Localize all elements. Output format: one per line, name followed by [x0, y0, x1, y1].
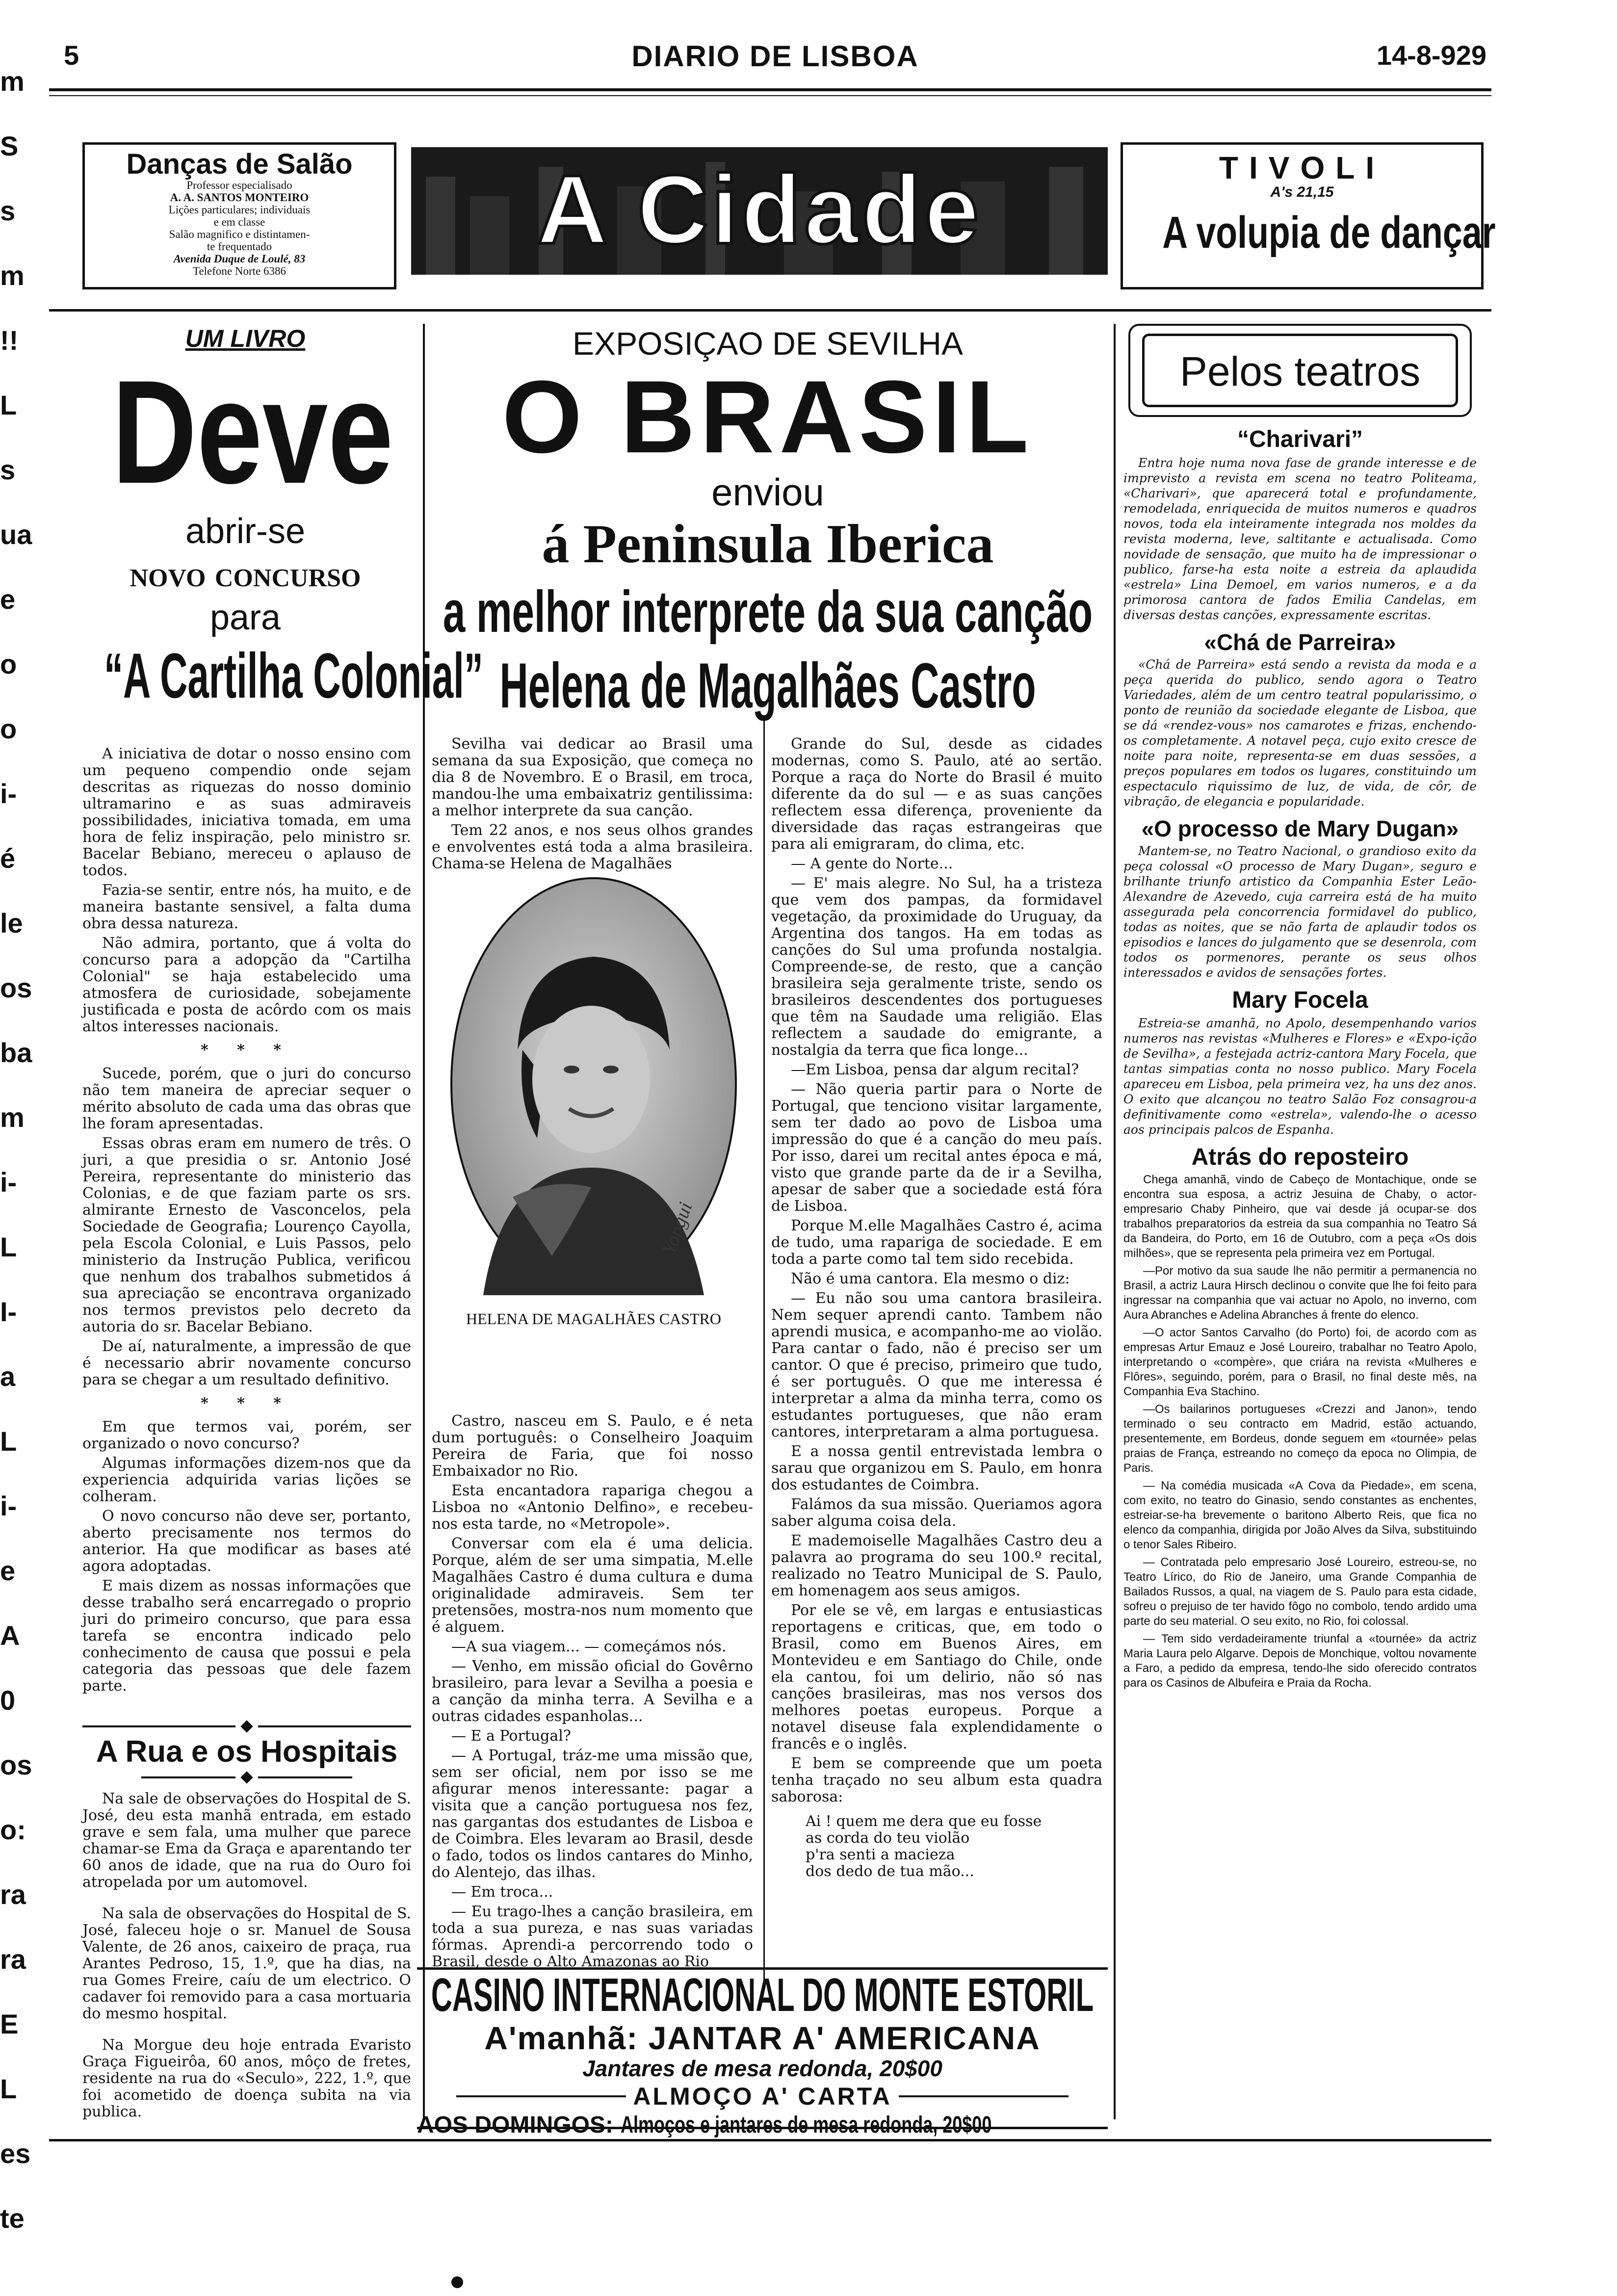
- cha-parreira-section: «Chá de Parreira» «Chá de Parreira» está sendo a revista da moda e a peça querida do publico, sendo agora o Teatro Variedades, além de um centro teatral popularissimo, o ponto de reunião da sociedade elegante de Lisboa, que se dá «rendez-vous» nos camarotes e frizas, enchendo-os completamente. A notavel peça, cujo exito cresce de noite para noite, representa-se em duas sessões, a preços populares em todos os lugares, constituindo um espectaculo riquissimo de luz, de vida, de côr, de vibração, de elegancia e popularidade.: [1123, 629, 1477, 809]
- bottom-rule: [49, 2139, 1491, 2141]
- casino-line1: A'manhã: JANTAR A' AMERICANA: [484, 2020, 1041, 2056]
- left-sub3: para: [209, 598, 281, 637]
- left-sub1: abrir-se: [185, 512, 306, 551]
- mary-focela-section: Mary Focela Estreia-se amanhã, no Apolo, desempenhando varios numeros nas revistas «Mulheres e Flores» e «Expo-ição de Sevilha», a festejada actriz-cantora Mary Focela, que tantas simpatias conta no nosso publico. Mary Focela apareceu em Lisboa, pela primeira vez, ha uns dez anos. O exito que alcançou no teatro Salão Foz consagrou-a definitivamente como «estrela», valendo-lhe o acesso aos principais palcos de Espanha.: [1123, 987, 1477, 1137]
- center-col1-bottom: Castro, nasceu em S. Paulo, e é neta dum português: o Conselheiro Joaquim Pereira de Faria, que foi nosso Embaixador no Rio. Esta encantadora rapariga chegou a Lisboa no «Antonio Delfino», e recebeu-nos esta tarde, no «Metropole». Conversar com ela é uma delicia. Porque, além de ser uma simpatia, M.elle Magalhães Castro é duma cultura e duma originalidade admiraveis. Sem ter pretensões, mostra-nos num momento que é alguem. —A sua viagem... — começámos nós. — Venho, em missão oficial do Govêrno brasileiro, para levar a Sevilha a poesia e a canção da minha terra. A Sevilha e a outras cidades espanholas... — E a Portugal? — A Portugal, tráz-me uma missão que, sem ser oficial, nem por isso se me afigurar menos interessante: pagar a visita que a canção portuguesa nos fez, nas gargantas dos estudantes de Lisboa e de Coimbra. Eles levaram ao Brasil, desde o fado, todos os lindos cantares do Minho, do Alentejo, das ilhas. — Em troca... — Eu trago-lhes a canção brasileira, em toda a sua pureza, e nas suas variadas fórmas. Aprendi-a percorrendo todo o Brasil, desde o Alto Amazonas ao Rio: [432, 1412, 753, 1970]
- masthead-title: A Cidade: [537, 155, 982, 264]
- left-sub4: “A Cartilha Colonial”: [104, 640, 483, 711]
- left-body: A iniciativa de dotar o nosso ensino com um pequeno compendio onde sejam descritas as riquezas do nosso dominio ultramarino e as suas admiraveis possibilidades, iniciativa tomada, em uma hora de feliz inspiração, pelo ministro sr. Bacelar Bebiano, mereceu o aplauso de todos. Fazia-se sentir, entre nós, ha muito, e de maneira bastante sensivel, a falta duma obra dessa natureza. Não admira, portanto, que á volta do concurso para a adopção da "Cartilha Colonial" se haja estabelecido uma atmosfera de curiosidade, sobejamente justificada e posta de acôrdo com os mais altos interesses nacionais. * * * Sucede, porém, que o juri do concurso não tem maneira de apreciar sequer o mérito absoluto de cada uma das obras que lhe foram apresentadas. Essas obras eram em numero de três. O juri, a que presidia o sr. Antonio José Pereira, representante do ministerio das Colonias, e de que faziam parte os srs. almirante Ernesto de Vasconcelos, pela Sociedade de Geografia; Lourenço Cayolla, pela Escola Colonial, e Luis Passos, pelo ministerio da Instrução Publica, verificou que nenhum dos trabalhos submetidos á sua apreciação se encontrava organizado nos termos previstos pelo decreto da autoria do sr. Bacelar Bebiano. De aí, naturalmente, a impressão de que é necessario abrir novamente concurso para se chegar a um resultado definitivo. * * * Em que termos vai, porém, ser organizado o novo concurso? Algumas informações dizem-nos que da experiencia adquirida varias lições se colheram. O novo concurso não deve ser, portanto, aberto precisamente nos termos do anterior. Ha que modificar as bases até agora adoptadas. E mais dizem as nossas informações que desse trabalho será encarregado o proprio juri do primeiro concurso, que para essa tarefa se encontra indicado pelo conhecimento de causa que possui e pela categoria das pessoas que dele fazem parte.: [82, 745, 411, 1695]
- edge-fragments: m S s m !! L s ua e o o i- é le os ba m i- L I- a L i- e A 0 os o: ra ra E L es te: [0, 66, 32, 2234]
- center-kicker: EXPOSIÇAO DE SEVILHA: [573, 325, 963, 362]
- divider-left: [423, 324, 425, 2119]
- divider-right: [1114, 324, 1116, 2119]
- page-number: 5: [64, 40, 79, 71]
- left-article: [78, 324, 483, 712]
- page-header: [64, 35, 1487, 75]
- casino-line4-rest: Almoços e jantares de mesa redonda, 20$00: [621, 2112, 992, 2138]
- header-rule: [49, 88, 1491, 91]
- pelos-teatros-title: Pelos teatros: [1179, 348, 1421, 394]
- masthead-rule: [49, 309, 1491, 312]
- newspaper-name: DIARIO DE LISBOA: [631, 40, 919, 73]
- ad-dancas-title: Danças de Salão: [126, 148, 353, 180]
- photo-caption: HELENA DE MAGALHÃES CASTRO: [466, 1310, 721, 1328]
- right-column: [1123, 324, 1477, 1694]
- casino-line3: ALMOÇO A' CARTA: [633, 2083, 892, 2110]
- reposteiro-section: Atrás do reposteiro Chega amanhã, vindo de Cabeço de Montachique, onde se encontra sua esposa, a actriz Jesuina de Chaby, o actor-empresario Chaby Pinheiro, que vai desde já ocupar-se dos trabalhos preparatorios da estreia da sua companhia no Teatro Sá da Bandeira, do Porto, em 16 de Outubro, com a peça «Os dois milhões», que se representa pela primeira vez em Portugal. —Por motivo da sua saude lhe não permitir a permanencia no Brasil, a actriz Laura Hirsch declinou o convite que lhe foi feito para ingressar na companhia que vai actuar no Apolo, no inverno, com Aura Abranches e Adelina Abranches á frente do elenco. —O actor Santos Carvalho (do Porto) foi, de acordo com as empresas Artur Emauz e José Loureiro, trabalhar no Teatro Apolo, interpretando o «compère», que criára na revista «Mulheres e Flôres», seguindo, porém, para o Brasil, no final deste mês, na Companhia Eva Stachino. —Os bailarinos portugueses «Crezzi and Janon», tendo terminado o seu contracto em Madrid, estão actuando, presentemente, em Bordeus, donde seguem em «tournée» pelas praias de França, estreando no começo da epoca no Olimpia, de Paris. — Na comédia musicada «A Cova da Piedade», em scena, com exito, no teatro do Ginasio, sendo constantes as enchentes, estreiar-se-ha brevemente o baritono Alberto Reis, que fica no elenco da companhia, dirigida por João Alves da Silva, substituindo o tenor Sales Ribeiro. — Contratada pelo empresario José Loureiro, estreou-se, no Teatro Lírico, do Rio de Janeiro, uma Grande Companhia de Bailados Russos, a qual, na viagem de S. Paulo para esta cidade, sofreu o prejuiso de ter havido fôgo no combolo, tendo ardido uma parte do seu material. O seu exito, no Rio, foi colossal. — Tem sido verdadeiramente triunfal a «tournée» da actriz Maria Laura pelo Algarve. Depois de Monchique, voltou novamente a Faro, a pedido da empresa, tendo-lhe sido oferecido contratos para os Casinos de Albufeira e Praia da Rocha.: [1123, 1144, 1477, 1690]
- print-mark-icon: [451, 2276, 463, 2288]
- photo-signature: Yopgui: [657, 1199, 697, 1257]
- masthead: [411, 147, 1108, 275]
- ad-dancas: Danças de Salão Professor especialisado A. A. SANTOS MONTEIRO Lições particulares; individuais e em classe Salão magnifico e distintamen- te frequentado Avenida Duque de Loulé, 83 Telefone Norte 6386: [82, 142, 396, 289]
- casino-line2: Jantares de mesa redonda, 20$00: [582, 2056, 942, 2081]
- ad-casino: [417, 1967, 1108, 2138]
- center-col2: Grande do Sul, desde as cidades modernas, como S. Paulo, até ao sertão. Porque a raça do Norte do Brasil é muito diferente da do sul — e as suas canções reflectem essa diferença, proveniente da diversidade das raças estrangeiras que para ali emigraram, do clima, etc. — A gente do Norte... — E' mais alegre. No Sul, ha a tristeza que vem dos pampas, da formidavel vegetação, da proximidade do Uruguay, da Argentina dos tangos. Ha em todas as canções do Sul uma profunda nostalgia. Compreende-se, de resto, que a canção brasileira seja geralmente triste, sendo os brasileiros descendentes dos portugueses que têm na Saudade uma religião. Elas reflectem a saudade do emigrante, a nostalgia da terra que fica longe... —Em Lisboa, pensa dar algum recital? — Não queria partir para o Norte de Portugal, que tenciono visitar largamente, sem ter dado ao povo de Lisboa uma impressão do que é a canção do meu país. Por isso, darei um recital antes época e má, visto que grande parte da de ir a Sevilha, apesar de saber que a sociedade está fóra de Lisboa. Porque M.elle Magalhães Castro é, acima de tudo, uma rapariga de sociedade. E em toda a parte como tal tem sido recebida. Não é uma cantora. Ela mesmo o diz: — Eu não sou uma cantora brasileira. Nem sequer aprendi canto. Tambem não aprendi musica, e acompanho-me ao violão. Para cantar o fado, não é preciso ser um cantor. O que é preciso, primeiro que tudo, é ser português. O que me interessa é interpretar a alma da minha terra, como os estudantes portugueses, que não eram cantores, interpretaram a alma portuguesa. E a nossa gentil entrevistada lembra o sarau que organizou em S. Paulo, em honra dos estudantes de Coimbra. Falámos da sua missão. Queriamos agora saber alguma coisa dela. E mademoiselle Magalhães Castro deu a palavra ao programa do seu 100.º recital, realizado no Teatro Municipal de S. Paulo, em homenagem aos seus amigos. Por ele se vê, em largas e entusiasticas reportagens e criticas, que, em todo o Brasil, como em Buenos Aires, em Montevideu e em Santiago do Chile, onde ela cantou, foi um delirio, não só nas canções brasileiras, mas nos versos dos melhores poetas europeus. Porque a notavel diseuse fala explendidamente o francês e o inglês. E bem se compreende que um poeta tenha traçado no seu album esta quadra saborosa: Ai ! quem me dera que eu fosse as corda do teu violão p'ra senti a macieza dos dedo de tua mão...: [771, 735, 1102, 1880]
- tivoli-name: TIVOLI: [1219, 150, 1385, 185]
- left-headline: Deve: [112, 349, 393, 514]
- center-headline: O BRASIL: [502, 359, 1034, 474]
- pelos-teatros-banner: [1128, 324, 1472, 417]
- rua-section: A Rua e os Hospitais Na sale de observações do Hospital de S. José, deu esta manhã entrada, em estado grave e sem fala, uma mulher que parece chamar-se Ema da Graça e aparentando ter 60 anos de idade, que na rua do Ouro foi atropelada por um automovel. Na sala de observações do Hospital de S. José, faleceu hoje o sr. Manuel de Sousa Valente, de 26 anos, caixeiro de praça, rua Arantes Pedroso, 15, 1.º, que ha dias, na rua Gomes Freire, caíu de um electrico. O cadaver foi removido para a casa mortuaria do mesmo hospital. Na Morgue deu hoje entrada Evaristo Graça Figueirôa, 60 anos, môço de fretes, residente na rua do «Seculo», 222, 1.º, que foi acometido de doença subita na via publica.: [82, 1722, 411, 2123]
- tivoli-time: A's 21,15: [1270, 184, 1334, 200]
- center-head: [432, 324, 1104, 722]
- center-sub2: á Peninsula Iberica: [542, 514, 994, 574]
- photo-portrait: [444, 873, 743, 1330]
- center-sub3: a melhor interprete da sua canção: [443, 579, 1093, 645]
- casino-title: CASINO INTERNACIONAL DO MONTE ESTORIL: [431, 1969, 1094, 2021]
- header-rule-thin: [49, 95, 1491, 96]
- ad-tivoli: [1121, 142, 1496, 289]
- left-sub2: novo concurso: [130, 554, 361, 595]
- verse: Ai ! quem me dera que eu fosse as corda do teu violão p'ra senti a macieza dos dedo de tua mão...: [806, 1813, 1042, 1880]
- tivoli-film: A volupia de dançar: [1162, 208, 1496, 258]
- center-col1-top: Sevilha vai dedicar ao Brasil uma semana da sua Exposição, que começa no dia 8 de Novembro. E o Brasil, em troca, mandou-lhe uma embaixatriz gentilissima: a melhor interprete da sua canção. Tem 22 anos, e nos seus olhos grandes e envolventes está toda a alma brasileira. Chama-se Helena de Magalhães: [432, 735, 753, 872]
- charivari-section: “Charivari” Entra hoje numa nova fase de grande interesse e de imprevisto a revista em scena no teatro Politeama, «Charivari», que aparecerá total e profundamente, remodelada, enriquecida de muitos numeros e quadros novos, toda ela inteiramente integrada nos moldes da revista moderna, leve, saltitante e actualisada. Como novidade de sensação, que muito ha de impressionar o publico, farse-ha esta noite a estreia da aplaudida «estrela» Lina Demoel, em varios numeros, e a da primorosa cantora de fados Emilia Candelas, em diversas destas canções, expressamente escritas.: [1123, 426, 1477, 622]
- portrait-image: [444, 873, 743, 1295]
- mary-dugan-section: «O processo de Mary Dugan» Mantem-se, no Teatro Nacional, o grandioso exito da peça colossal «O processo de Mary Dugan», seguro e brilhante triunfo artistico da Companhia Ester Leão-Alexandre de Azevedo, cuja carreira está de ha muito assegurada pela concorrencia formidavel do publico, todas as noites, que se não farta de aplaudir todos os episodios e lances do julgamento que se desenrola, com todos os pormenores, perante os seus olhos interessados e avidos de sensações fortes.: [1123, 816, 1477, 980]
- divider-center: [763, 716, 765, 1987]
- issue-date: 14-8-929: [1376, 40, 1487, 71]
- left-kicker: UM LIVRO: [185, 325, 306, 352]
- center-sub4: Helena de Magalhães Castro: [499, 650, 1036, 721]
- casino-line4-bold: AOS DOMINGOS:: [417, 2112, 614, 2138]
- center-sub1: enviou: [711, 470, 824, 514]
- rua-title: A Rua e os Hospitais: [96, 1735, 398, 1769]
